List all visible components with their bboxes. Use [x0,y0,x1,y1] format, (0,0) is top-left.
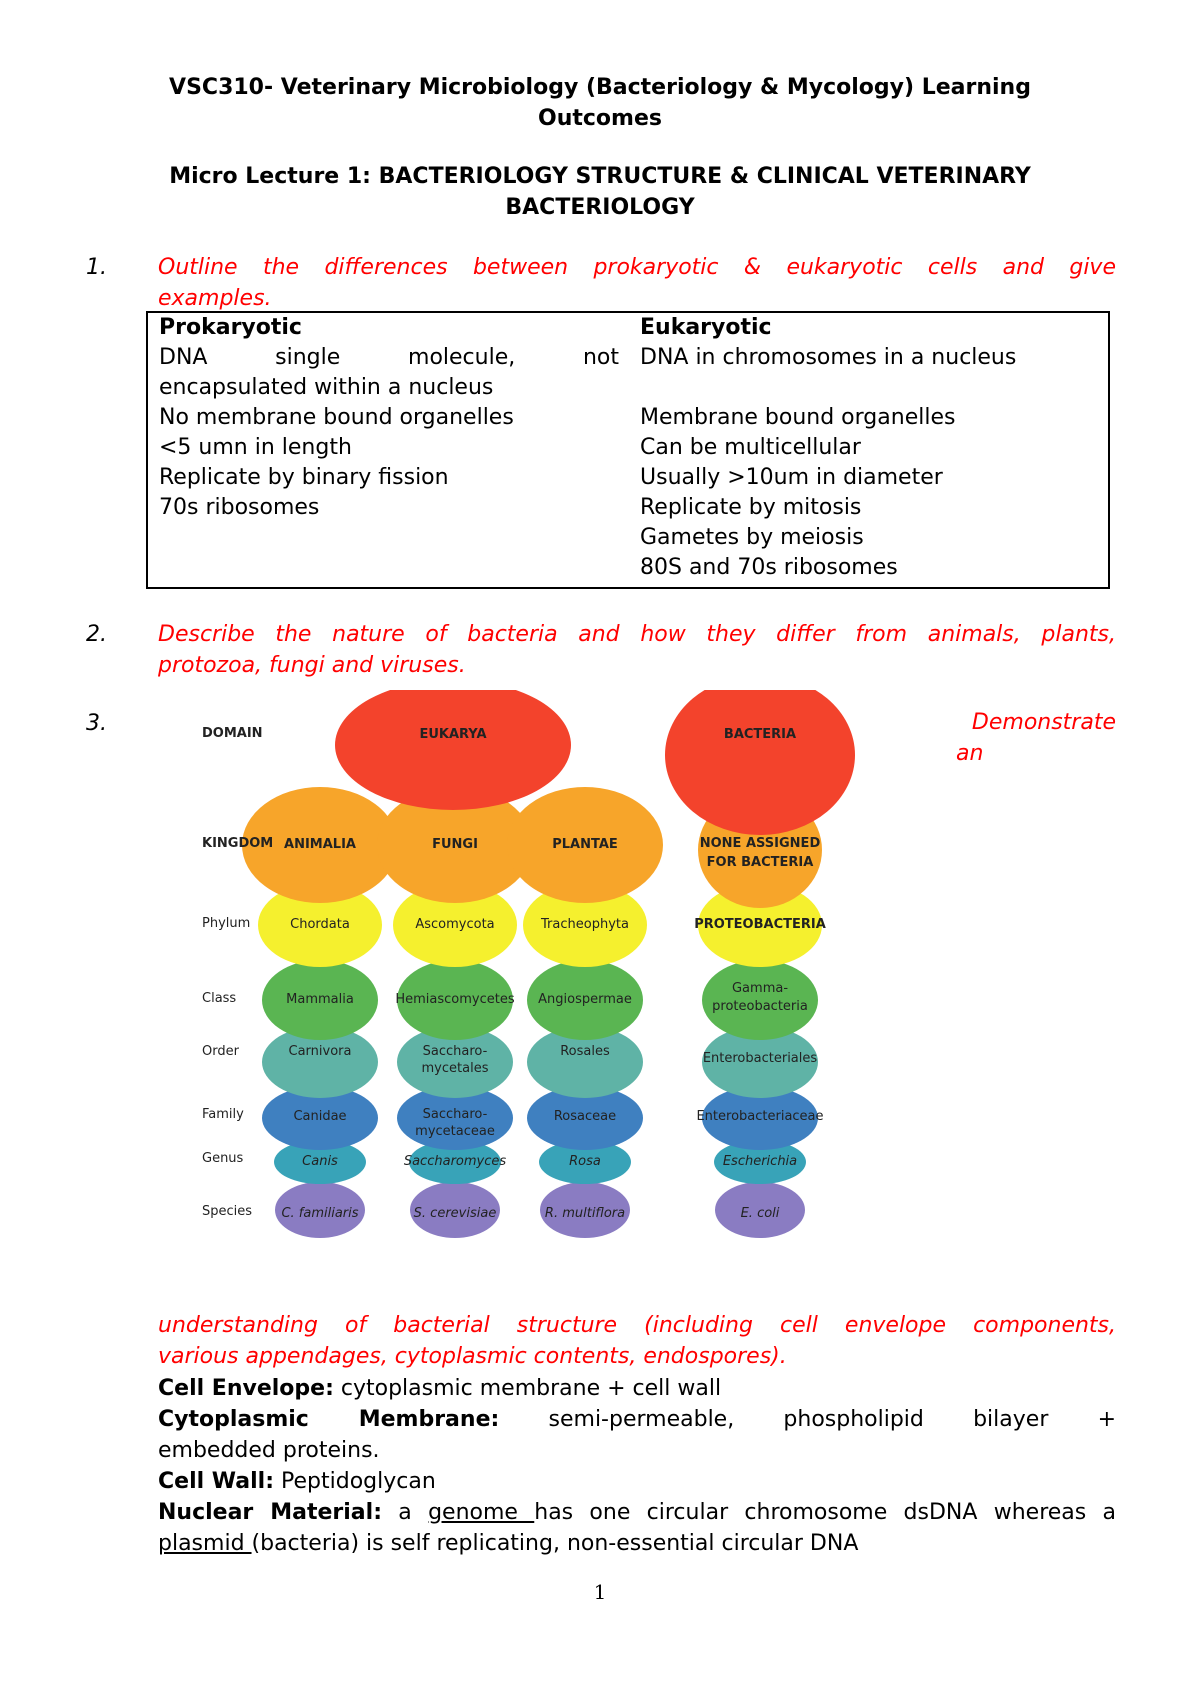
euk-row: Gametes by meiosis [640,525,864,550]
taxonomy-figure [200,690,960,1280]
family-label: Saccharo- [422,1107,488,1122]
phylum-label: Tracheophyta [541,917,629,932]
outcome-1-line-1: Outline the differences between prokaryotic & eukaryotic cells and give [158,255,1116,280]
class-label: Angiospermae [538,992,632,1007]
outcome-2-line-2: protozoa, fungi and viruses. [158,653,466,678]
outcome-3-side-line-2: an [956,741,984,766]
figure-blob [335,690,571,810]
species-label: C. familiaris [281,1206,359,1221]
family-label: mycetaceae [415,1124,495,1139]
family-label: Enterobacteriaceae [696,1109,824,1124]
page-number: 1 [593,1580,607,1604]
order-label: Rosales [560,1044,610,1059]
kingdom-label: FOR BACTERIA [706,855,814,870]
figure-blob [665,690,855,835]
def-label: Nuclear Material: [158,1500,382,1525]
species-label: S. cerevisiae [413,1206,497,1221]
outcome-3-number: 3. [86,711,107,736]
rank-label: DOMAIN [202,726,263,741]
outcome-1-number: 1. [86,255,107,280]
rank-label: KINGDOM [202,836,274,851]
euk-row: Membrane bound organelles [640,405,956,430]
def-label: Cell Wall: [158,1469,275,1494]
order-label: Carnivora [288,1044,352,1059]
def-text: a [382,1500,429,1525]
def-text: cytoplasmic membrane + cell wall [333,1376,722,1401]
comparison-table [146,311,1110,589]
def-text: Peptidoglycan [274,1469,436,1494]
prok-dna-line-1: DNA single molecule, not [159,345,619,370]
outcome-3-side-line-1: Demonstrate [971,710,1116,735]
order-label: Saccharo- [422,1044,488,1059]
def-text: has one circular chromosome dsDNA whereas a [534,1500,1117,1525]
order-label: mycetales [421,1061,489,1076]
kingdom-label: ANIMALIA [284,837,356,852]
def-nuclear-material [158,1497,1116,1528]
eukaryotic-header: Eukaryotic [640,315,772,340]
kingdom-label: FUNGI [432,837,478,852]
outcome-3-text [158,1310,1116,1372]
prok-row: 70s ribosomes [159,495,320,520]
euk-row: Replicate by mitosis [640,495,862,520]
outcome-3-line-1: understanding of bacterial structure (including cell envelope components, [158,1313,1116,1338]
outcome-3-line-2: various appendages, cytoplasmic contents, endospores). [158,1344,787,1369]
kingdom-label: NONE ASSIGNED [699,836,821,851]
rank-label: Genus [202,1151,244,1166]
species-label: R. multiflora [544,1206,626,1221]
euk-row: 80S and 70s ribosomes [640,555,898,580]
order-label: Enterobacteriales [702,1051,818,1066]
prokaryotic-header: Prokaryotic [159,315,302,340]
lecture-title [100,161,1100,223]
species-label: E. coli [740,1206,780,1221]
genus-label: Escherichia [722,1154,798,1169]
prokaryotic-column [147,312,629,588]
genus-label: Canis [302,1154,338,1169]
class-label: Gamma- [731,981,789,996]
def-text-continued: embedded proteins. [158,1438,380,1463]
prok-row: <5 umn in length [159,435,352,460]
rank-label: Class [202,991,237,1006]
prok-dna-line-2: encapsulated within a nucleus [159,375,494,400]
genus-label: Rosa [569,1154,601,1169]
definitions [158,1373,1116,1559]
euk-row-spacer [640,373,1098,403]
title-line-2: Outcomes [538,106,662,131]
def-cytoplasmic-membrane [158,1404,1116,1435]
euk-row: DNA in chromosomes in a nucleus [640,345,1017,370]
document-title [100,72,1100,134]
lecture-title-line-2: BACTERIOLOGY [505,195,695,220]
phylum-label: Chordata [290,917,350,932]
family-label: Rosaceae [553,1109,617,1124]
outcome-2-number: 2. [86,622,107,647]
euk-row: Usually >10um in diameter [640,465,943,490]
rank-label: Family [202,1107,244,1122]
title-line-1: VSC310- Veterinary Microbiology (Bacteriology & Mycology) Learning [169,75,1031,100]
plasmid-term: plasmid [158,1531,252,1556]
class-label: proteobacteria [712,999,808,1014]
outcome-3-side-text [956,707,1116,769]
outcome-1-text [158,252,1116,314]
euk-row: Can be multicellular [640,435,861,460]
def-cell-envelope [158,1373,1116,1404]
def-label: Cell Envelope: [158,1376,334,1401]
domain-label: EUKARYA [419,727,487,742]
prok-row: Replicate by binary fission [159,465,449,490]
rank-label: Species [202,1204,253,1219]
genus-label: Saccharomyces [403,1154,507,1169]
genome-term: genome [428,1500,535,1525]
family-label: Canidae [293,1109,347,1124]
domain-label: BACTERIA [723,727,797,742]
phylum-label: PROTEOBACTERIA [694,917,826,932]
prok-row: No membrane bound organelles [159,405,514,430]
def-cell-wall [158,1466,1116,1497]
def-text: (bacteria) is self replicating, non-essential circular DNA [251,1531,859,1556]
kingdom-label: PLANTAE [552,837,618,852]
class-label: Hemiascomycetes [395,992,515,1007]
def-label: Cytoplasmic Membrane: [158,1407,500,1432]
def-plasmid-line [158,1528,1116,1559]
rank-label: Phylum [202,916,251,931]
phylum-label: Ascomycota [415,917,495,932]
lecture-title-line-1: Micro Lecture 1: BACTERIOLOGY STRUCTURE & CLINICAL VETERINARY [169,164,1031,189]
outcome-2-text [158,619,1116,681]
class-label: Mammalia [286,992,354,1007]
outcome-2-line-1: Describe the nature of bacteria and how they differ from animals, plants, [158,622,1116,647]
eukaryotic-column [629,312,1109,588]
rank-label: Order [202,1044,239,1059]
def-text: semi-permeable, phospholipid bilayer + [548,1407,1117,1432]
outcome-1-line-2: examples. [158,286,272,311]
